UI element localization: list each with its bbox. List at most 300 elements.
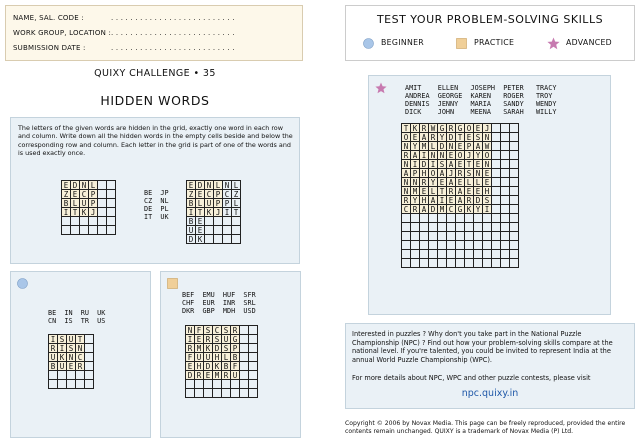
- grid-answer-cell[interactable]: [492, 169, 501, 178]
- grid-answer-cell[interactable]: [420, 241, 429, 250]
- grid-answer-cell[interactable]: [465, 259, 474, 268]
- grid-answer-cell[interactable]: [107, 208, 116, 217]
- grid-answer-cell[interactable]: [240, 344, 249, 353]
- grid-letter-cell[interactable]: I: [438, 196, 447, 205]
- grid-letter-cell[interactable]: S: [204, 326, 213, 335]
- grid-answer-cell[interactable]: [420, 259, 429, 268]
- grid-answer-cell[interactable]: [402, 259, 411, 268]
- grid-answer-cell[interactable]: [456, 241, 465, 250]
- grid-answer-cell[interactable]: [240, 335, 249, 344]
- grid-answer-cell[interactable]: [438, 241, 447, 250]
- grid-letter-cell[interactable]: Y: [411, 142, 420, 151]
- grid-answer-cell[interactable]: Z: [232, 190, 241, 199]
- grid-answer-cell[interactable]: [411, 214, 420, 223]
- grid-letter-cell[interactable]: R: [429, 133, 438, 142]
- grid-answer-cell[interactable]: [429, 259, 438, 268]
- grid-answer-cell[interactable]: [501, 259, 510, 268]
- grid-answer-cell[interactable]: [232, 235, 241, 244]
- grid-letter-cell[interactable]: D: [204, 362, 213, 371]
- grid-answer-cell[interactable]: [465, 241, 474, 250]
- grid-letter-cell[interactable]: F: [195, 326, 204, 335]
- grid-answer-cell[interactable]: [438, 214, 447, 223]
- grid-letter-cell[interactable]: S: [222, 344, 231, 353]
- grid-answer-cell[interactable]: [195, 380, 204, 389]
- grid-letter-cell[interactable]: G: [231, 335, 240, 344]
- grid-letter-cell[interactable]: P: [89, 199, 98, 208]
- grid-answer-cell[interactable]: [474, 223, 483, 232]
- grid-answer-cell[interactable]: [492, 214, 501, 223]
- grid-letter-cell[interactable]: T: [465, 160, 474, 169]
- grid-answer-cell[interactable]: [223, 226, 232, 235]
- grid-letter-cell[interactable]: C: [76, 353, 85, 362]
- grid-answer-cell[interactable]: [222, 389, 231, 398]
- grid-letter-cell[interactable]: G: [456, 124, 465, 133]
- grid-answer-cell[interactable]: [195, 389, 204, 398]
- work-field-line[interactable]: [13, 29, 235, 37]
- grid-answer-cell[interactable]: [501, 142, 510, 151]
- grid-answer-cell[interactable]: [501, 205, 510, 214]
- grid-letter-cell[interactable]: L: [465, 178, 474, 187]
- grid-answer-cell[interactable]: [240, 380, 249, 389]
- grid-letter-cell[interactable]: Z: [62, 190, 71, 199]
- grid-letter-cell[interactable]: S: [67, 344, 76, 353]
- grid-answer-cell[interactable]: [76, 380, 85, 389]
- grid-answer-cell[interactable]: [492, 223, 501, 232]
- grid-letter-cell[interactable]: T: [196, 208, 205, 217]
- grid-answer-cell[interactable]: [447, 232, 456, 241]
- grid-answer-cell[interactable]: [483, 259, 492, 268]
- grid-letter-cell[interactable]: R: [447, 187, 456, 196]
- grid-answer-cell[interactable]: [71, 226, 80, 235]
- grid-answer-cell[interactable]: [232, 226, 241, 235]
- grid-letter-cell[interactable]: N: [429, 151, 438, 160]
- grid-letter-cell[interactable]: A: [420, 133, 429, 142]
- grid-letter-cell[interactable]: L: [196, 199, 205, 208]
- grid-letter-cell[interactable]: P: [231, 344, 240, 353]
- grid-answer-cell[interactable]: [214, 226, 223, 235]
- grid-answer-cell[interactable]: I: [223, 208, 232, 217]
- grid-letter-cell[interactable]: E: [483, 178, 492, 187]
- grid-letter-cell[interactable]: O: [465, 124, 474, 133]
- grid-answer-cell[interactable]: [456, 214, 465, 223]
- npc-url-link[interactable]: npc.quixy.in: [461, 388, 519, 399]
- grid-letter-cell[interactable]: K: [213, 362, 222, 371]
- grid-letter-cell[interactable]: E: [204, 371, 213, 380]
- grid-answer-cell[interactable]: [186, 389, 195, 398]
- grid-answer-cell[interactable]: [456, 259, 465, 268]
- grid-answer-cell[interactable]: [447, 250, 456, 259]
- grid-letter-cell[interactable]: E: [67, 362, 76, 371]
- grid-answer-cell[interactable]: [213, 380, 222, 389]
- grid-letter-cell[interactable]: H: [195, 362, 204, 371]
- grid-letter-cell[interactable]: I: [186, 335, 195, 344]
- grid-answer-cell[interactable]: [510, 187, 519, 196]
- grid-letter-cell[interactable]: J: [465, 151, 474, 160]
- grid-letter-cell[interactable]: M: [411, 187, 420, 196]
- grid-answer-cell[interactable]: [474, 259, 483, 268]
- grid-answer-cell[interactable]: [483, 241, 492, 250]
- grid-letter-cell[interactable]: I: [62, 208, 71, 217]
- grid-answer-cell[interactable]: [501, 241, 510, 250]
- grid-answer-cell[interactable]: [402, 232, 411, 241]
- grid-answer-cell[interactable]: [62, 226, 71, 235]
- grid-answer-cell[interactable]: [510, 169, 519, 178]
- grid-letter-cell[interactable]: L: [214, 181, 223, 190]
- grid-answer-cell[interactable]: [98, 226, 107, 235]
- grid-letter-cell[interactable]: J: [483, 124, 492, 133]
- grid-letter-cell[interactable]: I: [429, 160, 438, 169]
- grid-letter-cell[interactable]: N: [447, 142, 456, 151]
- grid-answer-cell[interactable]: [98, 181, 107, 190]
- grid-letter-cell[interactable]: E: [465, 133, 474, 142]
- grid-letter-cell[interactable]: K: [204, 344, 213, 353]
- grid-answer-cell[interactable]: [501, 232, 510, 241]
- grid-letter-cell[interactable]: M: [420, 142, 429, 151]
- grid-answer-cell[interactable]: [411, 259, 420, 268]
- advanced-grid[interactable]: [401, 123, 519, 268]
- grid-answer-cell[interactable]: [240, 371, 249, 380]
- grid-letter-cell[interactable]: E: [196, 190, 205, 199]
- grid-answer-cell[interactable]: [420, 232, 429, 241]
- grid-answer-cell[interactable]: [438, 232, 447, 241]
- grid-answer-cell[interactable]: [62, 217, 71, 226]
- grid-letter-cell[interactable]: W: [429, 124, 438, 133]
- grid-answer-cell[interactable]: [492, 133, 501, 142]
- grid-letter-cell[interactable]: D: [196, 181, 205, 190]
- grid-letter-cell[interactable]: Y: [474, 205, 483, 214]
- grid-answer-cell[interactable]: [429, 223, 438, 232]
- grid-answer-cell[interactable]: [465, 250, 474, 259]
- grid-letter-cell[interactable]: D: [438, 142, 447, 151]
- grid-answer-cell[interactable]: [492, 160, 501, 169]
- grid-letter-cell[interactable]: E: [483, 169, 492, 178]
- grid-answer-cell[interactable]: [474, 250, 483, 259]
- grid-letter-cell[interactable]: A: [456, 196, 465, 205]
- grid-letter-cell[interactable]: U: [80, 199, 89, 208]
- grid-letter-cell[interactable]: O: [429, 169, 438, 178]
- grid-answer-cell[interactable]: [231, 389, 240, 398]
- grid-answer-cell[interactable]: [492, 250, 501, 259]
- grid-answer-cell[interactable]: E: [196, 226, 205, 235]
- grid-letter-cell[interactable]: O: [456, 151, 465, 160]
- grid-letter-cell[interactable]: R: [186, 344, 195, 353]
- grid-letter-cell[interactable]: E: [447, 196, 456, 205]
- grid-letter-cell[interactable]: N: [402, 178, 411, 187]
- grid-letter-cell[interactable]: M: [195, 344, 204, 353]
- grid-letter-cell[interactable]: B: [222, 362, 231, 371]
- grid-answer-cell[interactable]: [240, 353, 249, 362]
- grid-letter-cell[interactable]: C: [402, 205, 411, 214]
- grid-answer-cell[interactable]: [492, 187, 501, 196]
- grid-letter-cell[interactable]: I: [187, 208, 196, 217]
- grid-answer-cell[interactable]: [89, 217, 98, 226]
- beginner-grid[interactable]: [48, 334, 94, 389]
- grid-letter-cell[interactable]: R: [411, 205, 420, 214]
- grid-letter-cell[interactable]: R: [204, 335, 213, 344]
- name-field-line[interactable]: [13, 14, 235, 22]
- practice-grid[interactable]: [185, 325, 258, 398]
- grid-letter-cell[interactable]: E: [474, 160, 483, 169]
- grid-answer-cell[interactable]: [240, 389, 249, 398]
- grid-answer-cell[interactable]: [98, 199, 107, 208]
- grid-answer-cell[interactable]: [492, 232, 501, 241]
- grid-answer-cell[interactable]: [231, 380, 240, 389]
- grid-answer-cell[interactable]: [205, 226, 214, 235]
- grid-answer-cell[interactable]: [465, 214, 474, 223]
- grid-answer-cell[interactable]: [98, 217, 107, 226]
- grid-answer-cell[interactable]: [447, 241, 456, 250]
- grid-answer-cell[interactable]: [420, 223, 429, 232]
- grid-letter-cell[interactable]: L: [429, 187, 438, 196]
- grid-answer-cell[interactable]: [429, 241, 438, 250]
- grid-letter-cell[interactable]: I: [483, 205, 492, 214]
- grid-letter-cell[interactable]: R: [447, 124, 456, 133]
- grid-letter-cell[interactable]: N: [67, 353, 76, 362]
- grid-answer-cell[interactable]: [411, 232, 420, 241]
- grid-letter-cell[interactable]: E: [474, 187, 483, 196]
- grid-answer-cell[interactable]: [205, 235, 214, 244]
- grid-answer-cell[interactable]: [447, 223, 456, 232]
- grid-letter-cell[interactable]: W: [483, 142, 492, 151]
- grid-answer-cell[interactable]: [402, 250, 411, 259]
- grid-letter-cell[interactable]: Y: [438, 133, 447, 142]
- grid-answer-cell[interactable]: [205, 217, 214, 226]
- grid-letter-cell[interactable]: A: [474, 142, 483, 151]
- grid-answer-cell[interactable]: [492, 196, 501, 205]
- grid-answer-cell[interactable]: [438, 250, 447, 259]
- grid-answer-cell[interactable]: [510, 151, 519, 160]
- grid-letter-cell[interactable]: R: [195, 371, 204, 380]
- grid-answer-cell[interactable]: [107, 226, 116, 235]
- grid-letter-cell[interactable]: B: [231, 353, 240, 362]
- grid-answer-cell[interactable]: [492, 178, 501, 187]
- grid-answer-cell[interactable]: [492, 205, 501, 214]
- grid-letter-cell[interactable]: N: [80, 181, 89, 190]
- grid-answer-cell[interactable]: [465, 232, 474, 241]
- grid-letter-cell[interactable]: N: [205, 181, 214, 190]
- grid-answer-cell[interactable]: [420, 214, 429, 223]
- grid-letter-cell[interactable]: B: [187, 199, 196, 208]
- grid-answer-cell[interactable]: [76, 371, 85, 380]
- grid-letter-cell[interactable]: S: [222, 326, 231, 335]
- grid-answer-cell[interactable]: [85, 353, 94, 362]
- grid-letter-cell[interactable]: C: [205, 190, 214, 199]
- grid-letter-cell[interactable]: P: [411, 169, 420, 178]
- grid-letter-cell[interactable]: H: [420, 196, 429, 205]
- grid-letter-cell[interactable]: E: [474, 124, 483, 133]
- grid-letter-cell[interactable]: E: [195, 335, 204, 344]
- grid-answer-cell[interactable]: [510, 133, 519, 142]
- grid-letter-cell[interactable]: O: [402, 133, 411, 142]
- grid-letter-cell[interactable]: R: [222, 371, 231, 380]
- grid-letter-cell[interactable]: E: [71, 190, 80, 199]
- grid-answer-cell[interactable]: [456, 250, 465, 259]
- grid-letter-cell[interactable]: P: [89, 190, 98, 199]
- grid-answer-cell[interactable]: [98, 190, 107, 199]
- grid-letter-cell[interactable]: S: [58, 335, 67, 344]
- grid-letter-cell[interactable]: E: [62, 181, 71, 190]
- grid-letter-cell[interactable]: E: [186, 362, 195, 371]
- grid-letter-cell[interactable]: R: [402, 151, 411, 160]
- grid-letter-cell[interactable]: N: [483, 133, 492, 142]
- date-field-line[interactable]: [13, 44, 235, 52]
- grid-letter-cell[interactable]: R: [465, 196, 474, 205]
- grid-answer-cell[interactable]: [67, 380, 76, 389]
- grid-answer-cell[interactable]: [465, 223, 474, 232]
- grid-answer-cell[interactable]: [402, 223, 411, 232]
- grid-answer-cell[interactable]: [71, 217, 80, 226]
- grid-letter-cell[interactable]: M: [438, 205, 447, 214]
- grid-letter-cell[interactable]: T: [76, 335, 85, 344]
- grid-answer-cell[interactable]: [85, 380, 94, 389]
- grid-answer-cell[interactable]: [223, 235, 232, 244]
- grid-answer-cell[interactable]: [501, 160, 510, 169]
- grid-letter-cell[interactable]: L: [89, 181, 98, 190]
- grid-answer-cell[interactable]: [402, 241, 411, 250]
- grid-letter-cell[interactable]: Y: [411, 196, 420, 205]
- grid-letter-cell[interactable]: R: [456, 169, 465, 178]
- grid-letter-cell[interactable]: R: [402, 196, 411, 205]
- grid-letter-cell[interactable]: U: [231, 371, 240, 380]
- grid-letter-cell[interactable]: D: [429, 205, 438, 214]
- grid-letter-cell[interactable]: D: [447, 133, 456, 142]
- grid-answer-cell[interactable]: [204, 380, 213, 389]
- grid-letter-cell[interactable]: T: [71, 208, 80, 217]
- grid-answer-cell[interactable]: [438, 223, 447, 232]
- grid-answer-cell[interactable]: [510, 196, 519, 205]
- grid-answer-cell[interactable]: [492, 151, 501, 160]
- grid-letter-cell[interactable]: J: [89, 208, 98, 217]
- grid-letter-cell[interactable]: A: [402, 169, 411, 178]
- grid-answer-cell[interactable]: [510, 205, 519, 214]
- grid-letter-cell[interactable]: E: [438, 178, 447, 187]
- grid-letter-cell[interactable]: K: [411, 124, 420, 133]
- grid-answer-cell[interactable]: C: [223, 190, 232, 199]
- grid-answer-cell[interactable]: [510, 232, 519, 241]
- grid-answer-cell[interactable]: [249, 380, 258, 389]
- grid-letter-cell[interactable]: E: [411, 133, 420, 142]
- grid-letter-cell[interactable]: Y: [474, 151, 483, 160]
- grid-answer-cell[interactable]: [223, 217, 232, 226]
- grid-letter-cell[interactable]: N: [402, 160, 411, 169]
- grid-letter-cell[interactable]: I: [49, 335, 58, 344]
- grid-letter-cell[interactable]: R: [420, 178, 429, 187]
- grid-answer-cell[interactable]: [58, 371, 67, 380]
- grid-letter-cell[interactable]: P: [214, 199, 223, 208]
- grid-answer-cell[interactable]: [204, 389, 213, 398]
- grid-answer-cell[interactable]: [213, 389, 222, 398]
- grid-letter-cell[interactable]: D: [474, 196, 483, 205]
- grid-letter-cell[interactable]: N: [438, 151, 447, 160]
- grid-answer-cell[interactable]: K: [196, 235, 205, 244]
- grid-answer-cell[interactable]: [483, 223, 492, 232]
- grid-letter-cell[interactable]: Z: [187, 190, 196, 199]
- grid-answer-cell[interactable]: [49, 380, 58, 389]
- grid-letter-cell[interactable]: U: [49, 353, 58, 362]
- grid-letter-cell[interactable]: B: [62, 199, 71, 208]
- grid-letter-cell[interactable]: R: [76, 362, 85, 371]
- grid-answer-cell[interactable]: [232, 217, 241, 226]
- grid-answer-cell[interactable]: [411, 223, 420, 232]
- grid-answer-cell[interactable]: [510, 214, 519, 223]
- grid-answer-cell[interactable]: [214, 235, 223, 244]
- grid-answer-cell[interactable]: [411, 241, 420, 250]
- grid-letter-cell[interactable]: E: [447, 151, 456, 160]
- grid-answer-cell[interactable]: [85, 371, 94, 380]
- grid-answer-cell[interactable]: U: [187, 226, 196, 235]
- grid-answer-cell[interactable]: [249, 326, 258, 335]
- grid-letter-cell[interactable]: L: [222, 353, 231, 362]
- grid-answer-cell[interactable]: L: [232, 181, 241, 190]
- grid-answer-cell[interactable]: [501, 169, 510, 178]
- grid-answer-cell[interactable]: [501, 196, 510, 205]
- grid-letter-cell[interactable]: F: [231, 362, 240, 371]
- grid-letter-cell[interactable]: C: [213, 326, 222, 335]
- grid-letter-cell[interactable]: N: [474, 169, 483, 178]
- grid-answer-cell[interactable]: [402, 214, 411, 223]
- grid-letter-cell[interactable]: P: [214, 190, 223, 199]
- grid-letter-cell[interactable]: K: [80, 208, 89, 217]
- grid-answer-cell[interactable]: [483, 232, 492, 241]
- grid-letter-cell[interactable]: N: [411, 178, 420, 187]
- grid-letter-cell[interactable]: H: [483, 187, 492, 196]
- grid-answer-cell[interactable]: [98, 208, 107, 217]
- grid-letter-cell[interactable]: T: [456, 133, 465, 142]
- grid-answer-cell[interactable]: [249, 335, 258, 344]
- grid-answer-cell[interactable]: E: [196, 217, 205, 226]
- grid-letter-cell[interactable]: E: [456, 178, 465, 187]
- grid-answer-cell[interactable]: [501, 151, 510, 160]
- grid-letter-cell[interactable]: S: [465, 169, 474, 178]
- grid-answer-cell[interactable]: [85, 335, 94, 344]
- grid-answer-cell[interactable]: [456, 232, 465, 241]
- grid-letter-cell[interactable]: J: [447, 169, 456, 178]
- grid-answer-cell[interactable]: [249, 353, 258, 362]
- grid-answer-cell[interactable]: [483, 214, 492, 223]
- grid-letter-cell[interactable]: S: [438, 160, 447, 169]
- grid-answer-cell[interactable]: [510, 142, 519, 151]
- grid-answer-cell[interactable]: [67, 371, 76, 380]
- grid-answer-cell[interactable]: L: [232, 199, 241, 208]
- grid-answer-cell[interactable]: [420, 250, 429, 259]
- grid-letter-cell[interactable]: U: [222, 335, 231, 344]
- grid-answer-cell[interactable]: [58, 380, 67, 389]
- grid-letter-cell[interactable]: E: [187, 181, 196, 190]
- grid-letter-cell[interactable]: S: [213, 335, 222, 344]
- grid-letter-cell[interactable]: A: [447, 178, 456, 187]
- grid-answer-cell[interactable]: [107, 217, 116, 226]
- grid-answer-cell[interactable]: [501, 187, 510, 196]
- grid-letter-cell[interactable]: S: [483, 196, 492, 205]
- grid-letter-cell[interactable]: G: [456, 205, 465, 214]
- grid-answer-cell[interactable]: [214, 217, 223, 226]
- grid-answer-cell[interactable]: T: [232, 208, 241, 217]
- grid-letter-cell[interactable]: M: [213, 371, 222, 380]
- grid-answer-cell[interactable]: [107, 199, 116, 208]
- grid-letter-cell[interactable]: Y: [429, 178, 438, 187]
- grid-answer-cell[interactable]: [80, 226, 89, 235]
- grid-letter-cell[interactable]: U: [205, 199, 214, 208]
- grid-answer-cell[interactable]: [510, 160, 519, 169]
- grid-answer-cell[interactable]: [249, 389, 258, 398]
- grid-letter-cell[interactable]: D: [213, 344, 222, 353]
- grid-answer-cell[interactable]: [510, 223, 519, 232]
- grid-letter-cell[interactable]: U: [58, 362, 67, 371]
- grid-letter-cell[interactable]: R: [231, 326, 240, 335]
- grid-answer-cell[interactable]: [474, 232, 483, 241]
- grid-answer-cell[interactable]: P: [223, 199, 232, 208]
- grid-letter-cell[interactable]: T: [402, 124, 411, 133]
